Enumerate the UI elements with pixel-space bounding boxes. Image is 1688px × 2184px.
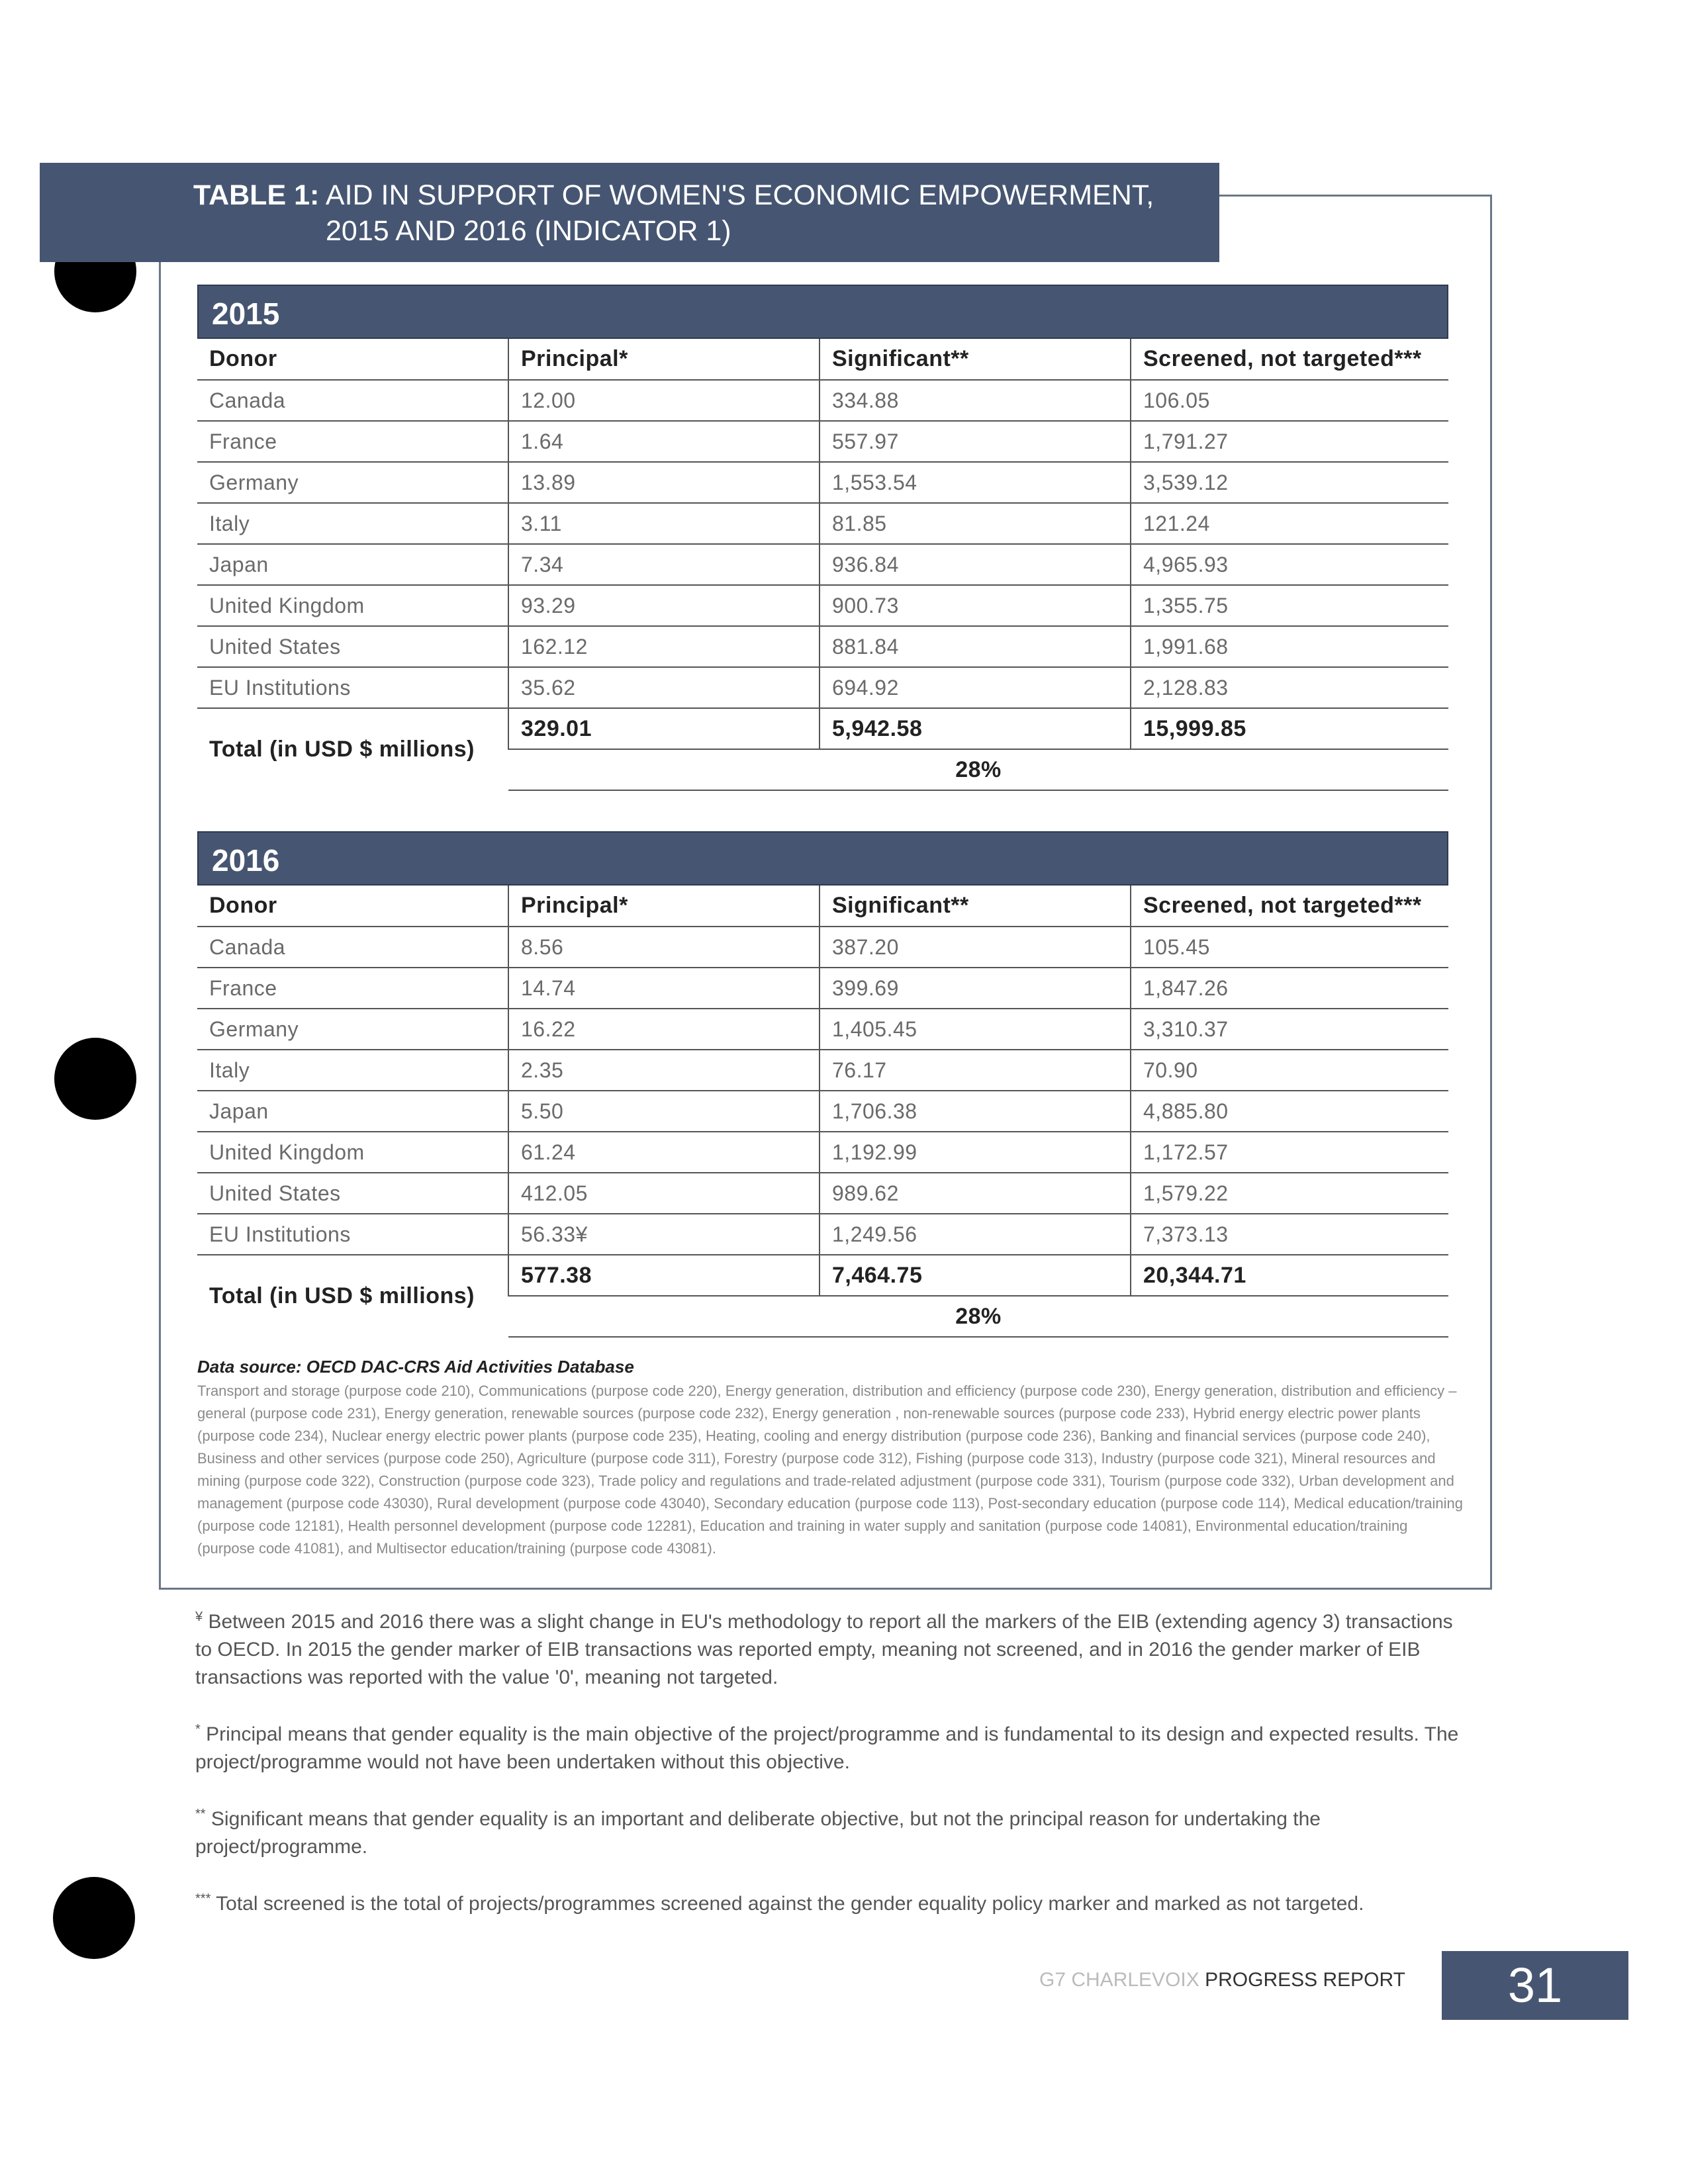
table-header-row: [197, 339, 1448, 380]
cell: Germany: [197, 1009, 508, 1050]
cell: 1,579.22: [1131, 1173, 1448, 1214]
cell: 1,991.68: [1131, 626, 1448, 667]
table-title-label: TABLE 1:: [193, 179, 320, 211]
cell: United States: [197, 1173, 508, 1214]
cell: 7.34: [508, 544, 820, 585]
total-label: Total (in USD $ millions): [209, 1283, 475, 1308]
cell: 1,192.99: [820, 1132, 1131, 1173]
cell: Canada: [197, 380, 508, 421]
cell: 105.45: [1131, 927, 1448, 968]
footer-title: [1039, 1969, 1405, 1991]
cell: Japan: [197, 1091, 508, 1132]
section-2015: [197, 285, 1448, 791]
cell: 16.22: [508, 1009, 820, 1050]
data-source: [197, 1357, 1468, 1560]
column-header: Significant**: [820, 886, 1131, 927]
cell: 1,847.26: [1131, 968, 1448, 1009]
cell: 93.29: [508, 585, 820, 626]
footnote-mark: ***: [195, 1891, 211, 1906]
data-source-heading: Data source: OECD DAC-CRS Aid Activities Database: [197, 1357, 634, 1377]
table-row: [197, 968, 1448, 1009]
cell: EU Institutions: [197, 667, 508, 708]
cell: 1,249.56: [820, 1214, 1131, 1255]
total-row: [197, 708, 1448, 749]
cell: 3.11: [508, 503, 820, 544]
footnote: [195, 1800, 1473, 1861]
total-screened: 15,999.85: [1131, 708, 1448, 749]
cell: 936.84: [820, 544, 1131, 585]
table-row: [197, 927, 1448, 968]
total-principal: 329.01: [508, 708, 820, 749]
table-title-line1: AID IN SUPPORT OF WOMEN'S ECONOMIC EMPOWERMENT,: [325, 179, 1154, 211]
table-row: [197, 503, 1448, 544]
cell: France: [197, 421, 508, 462]
table-row: [197, 1132, 1448, 1173]
table-row: [197, 1091, 1448, 1132]
column-header: Principal*: [508, 886, 820, 927]
cell: 1,172.57: [1131, 1132, 1448, 1173]
cell: 35.62: [508, 667, 820, 708]
column-header: Screened, not targeted***: [1131, 886, 1448, 927]
footnotes: [195, 1603, 1473, 1942]
column-header: Donor: [197, 886, 508, 927]
cell: Italy: [197, 1050, 508, 1091]
cell: 989.62: [820, 1173, 1131, 1214]
percent-value: 28%: [508, 1296, 1448, 1337]
cell: 557.97: [820, 421, 1131, 462]
punch-hole-middle: [54, 1038, 136, 1120]
footnote: [195, 1603, 1473, 1692]
cell: Italy: [197, 503, 508, 544]
table-header-row: [197, 886, 1448, 927]
cell: United Kingdom: [197, 1132, 508, 1173]
cell: France: [197, 968, 508, 1009]
cell: 1,791.27: [1131, 421, 1448, 462]
cell: Japan: [197, 544, 508, 585]
table-row: [197, 462, 1448, 503]
total-screened: 20,344.71: [1131, 1255, 1448, 1296]
cell: 1.64: [508, 421, 820, 462]
table-title: [40, 163, 1219, 262]
cell: 14.74: [508, 968, 820, 1009]
column-header: Screened, not targeted***: [1131, 339, 1448, 380]
footnote-mark: **: [195, 1807, 206, 1821]
cell: 121.24: [1131, 503, 1448, 544]
cell: 412.05: [508, 1173, 820, 1214]
table-row: [197, 421, 1448, 462]
cell: 334.88: [820, 380, 1131, 421]
section-2016: [197, 831, 1448, 1338]
data-table-2015: [197, 339, 1448, 791]
footnote: [195, 1885, 1473, 1918]
cell: 162.12: [508, 626, 820, 667]
cell: 70.90: [1131, 1050, 1448, 1091]
punch-hole-bottom: [53, 1877, 135, 1959]
total-significant: 7,464.75: [820, 1255, 1131, 1296]
footnote-mark: ¥: [195, 1610, 203, 1624]
column-header: Donor: [197, 339, 508, 380]
footer-brand: G7 CHARLEVOIX: [1039, 1969, 1199, 1991]
cell: 1,706.38: [820, 1091, 1131, 1132]
table-row: [197, 380, 1448, 421]
cell: 2,128.83: [1131, 667, 1448, 708]
total-label: Total (in USD $ millions): [209, 737, 475, 762]
cell: United Kingdom: [197, 585, 508, 626]
year-header: 2015: [197, 285, 1448, 339]
footnote-mark: *: [195, 1722, 201, 1737]
table-row: [197, 585, 1448, 626]
data-source-body: Transport and storage (purpose code 210), Communications (purpose code 220), Energy generation, distribution and efficiency (purpose code 230), Energy generation, distribution and efficiency – general (purpose code 231), Energy generation, renewable sources (purpose code 232), Energy generation , non-renewable sources (purpose code 233), Hybrid energy electric power plants (purpose code 234), Nuclear energy electric power plants (purpose code 235), Heating, cooling and energy distribution (purpose code 236), Banking and financial services (purpose code 240), Business and other services (purpose code 250), Agriculture (purpose code 311), Forestry (purpose code 312), Fishing (purpose code 313), Industry (purpose code 321), Mineral resources and mining (purpose code 322), Construction (purpose code 323), Trade policy and regulations and trade-related adjustment (purpose code 331), Tourism (purpose code 332), Urban development and management (purpose code 43030), Rural development (purpose code 43040), Secondary education (purpose code 113), Post-secondary education (purpose code 114), Medical education/training (purpose code 12181), Health personnel development (purpose code 12281), Education and training in water supply and sanitation (purpose code 14081), Environmental education/training (purpose code 41081), and Multisector education/training (purpose code 43081).: [197, 1383, 1463, 1557]
cell: 1,355.75: [1131, 585, 1448, 626]
table-row: [197, 1173, 1448, 1214]
page-number: 31: [1442, 1951, 1628, 2020]
cell: 1,553.54: [820, 462, 1131, 503]
table-title-line2: 2015 AND 2016 (INDICATOR 1): [326, 215, 731, 247]
cell: 81.85: [820, 503, 1131, 544]
cell: Germany: [197, 462, 508, 503]
total-principal: 577.38: [508, 1255, 820, 1296]
cell: 7,373.13: [1131, 1214, 1448, 1255]
cell: 4,965.93: [1131, 544, 1448, 585]
footnote-text: Significant means that gender equality is an important and deliberate objective, but not the principal reason for undertaking the project/programme.: [195, 1808, 1321, 1858]
total-row: [197, 1255, 1448, 1296]
column-header: Principal*: [508, 339, 820, 380]
total-significant: 5,942.58: [820, 708, 1131, 749]
cell: United States: [197, 626, 508, 667]
footer-label: PROGRESS REPORT: [1205, 1969, 1405, 1991]
cell: 2.35: [508, 1050, 820, 1091]
footnote: [195, 1715, 1473, 1776]
cell: 106.05: [1131, 380, 1448, 421]
cell: 4,885.80: [1131, 1091, 1448, 1132]
cell: 694.92: [820, 667, 1131, 708]
cell: 399.69: [820, 968, 1131, 1009]
cell: 387.20: [820, 927, 1131, 968]
column-header: Significant**: [820, 339, 1131, 380]
cell: 5.50: [508, 1091, 820, 1132]
table-row: [197, 626, 1448, 667]
table-row: [197, 1214, 1448, 1255]
table-row: [197, 667, 1448, 708]
percent-value: 28%: [508, 749, 1448, 790]
year-header: 2016: [197, 831, 1448, 886]
cell: 3,539.12: [1131, 462, 1448, 503]
cell: 61.24: [508, 1132, 820, 1173]
footnote-text: Between 2015 and 2016 there was a slight change in EU's methodology to report all the markers of the EIB (extending agency 3) transactions to OECD. In 2015 the gender marker of EIB transactions was reported empty, meaning not screened, and in 2016 the gender marker of EIB transactions was reported with the value '0', meaning not targeted.: [195, 1611, 1453, 1688]
cell: EU Institutions: [197, 1214, 508, 1255]
cell: Canada: [197, 927, 508, 968]
cell: 56.33¥: [508, 1214, 820, 1255]
footnote-text: Total screened is the total of projects/programmes screened against the gender equality policy marker and marked as not targeted.: [216, 1893, 1364, 1915]
table-row: [197, 544, 1448, 585]
cell: 881.84: [820, 626, 1131, 667]
cell: 13.89: [508, 462, 820, 503]
cell: 3,310.37: [1131, 1009, 1448, 1050]
table-row: [197, 1009, 1448, 1050]
cell: 12.00: [508, 380, 820, 421]
cell: 76.17: [820, 1050, 1131, 1091]
cell: 1,405.45: [820, 1009, 1131, 1050]
cell: 900.73: [820, 585, 1131, 626]
data-table-2016: [197, 886, 1448, 1338]
cell: 8.56: [508, 927, 820, 968]
footnote-text: Principal means that gender equality is the main objective of the project/programme and is fundamental to its design and expected results. The project/programme would not have been undertaken without this objective.: [195, 1723, 1459, 1773]
table-row: [197, 1050, 1448, 1091]
